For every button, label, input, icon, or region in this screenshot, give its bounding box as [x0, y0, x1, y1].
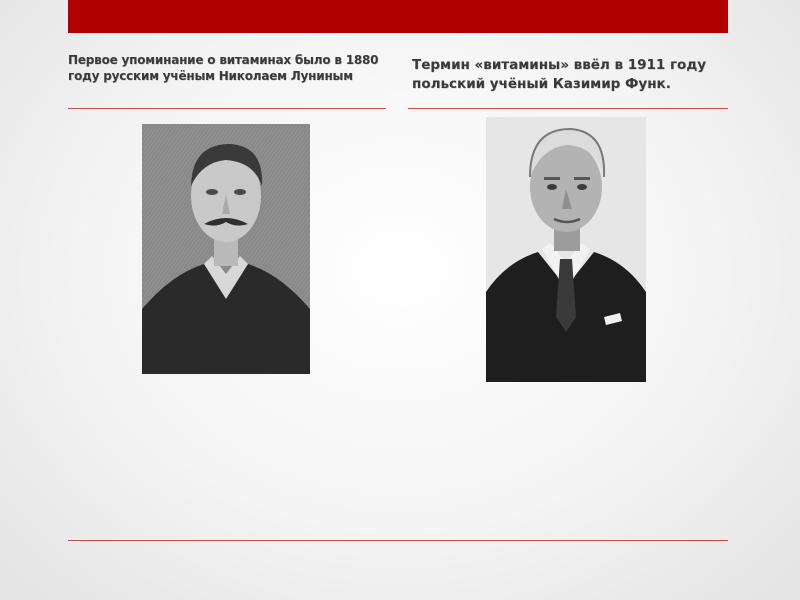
left-caption-underline	[68, 108, 386, 109]
right-caption-underline	[408, 108, 728, 109]
portrait-casimir-funk	[486, 117, 646, 382]
left-caption: Первое упоминание о витаминах было в 1880 году русским учёным Николаем Луниным	[68, 53, 379, 83]
bottom-rule	[68, 540, 728, 541]
portrait-nikolai-lunin	[142, 124, 310, 374]
top-accent-bar	[68, 0, 728, 33]
right-caption: Термин «витамины» ввёл в 1911 году польский учёный Казимир Функ.	[412, 57, 707, 92]
